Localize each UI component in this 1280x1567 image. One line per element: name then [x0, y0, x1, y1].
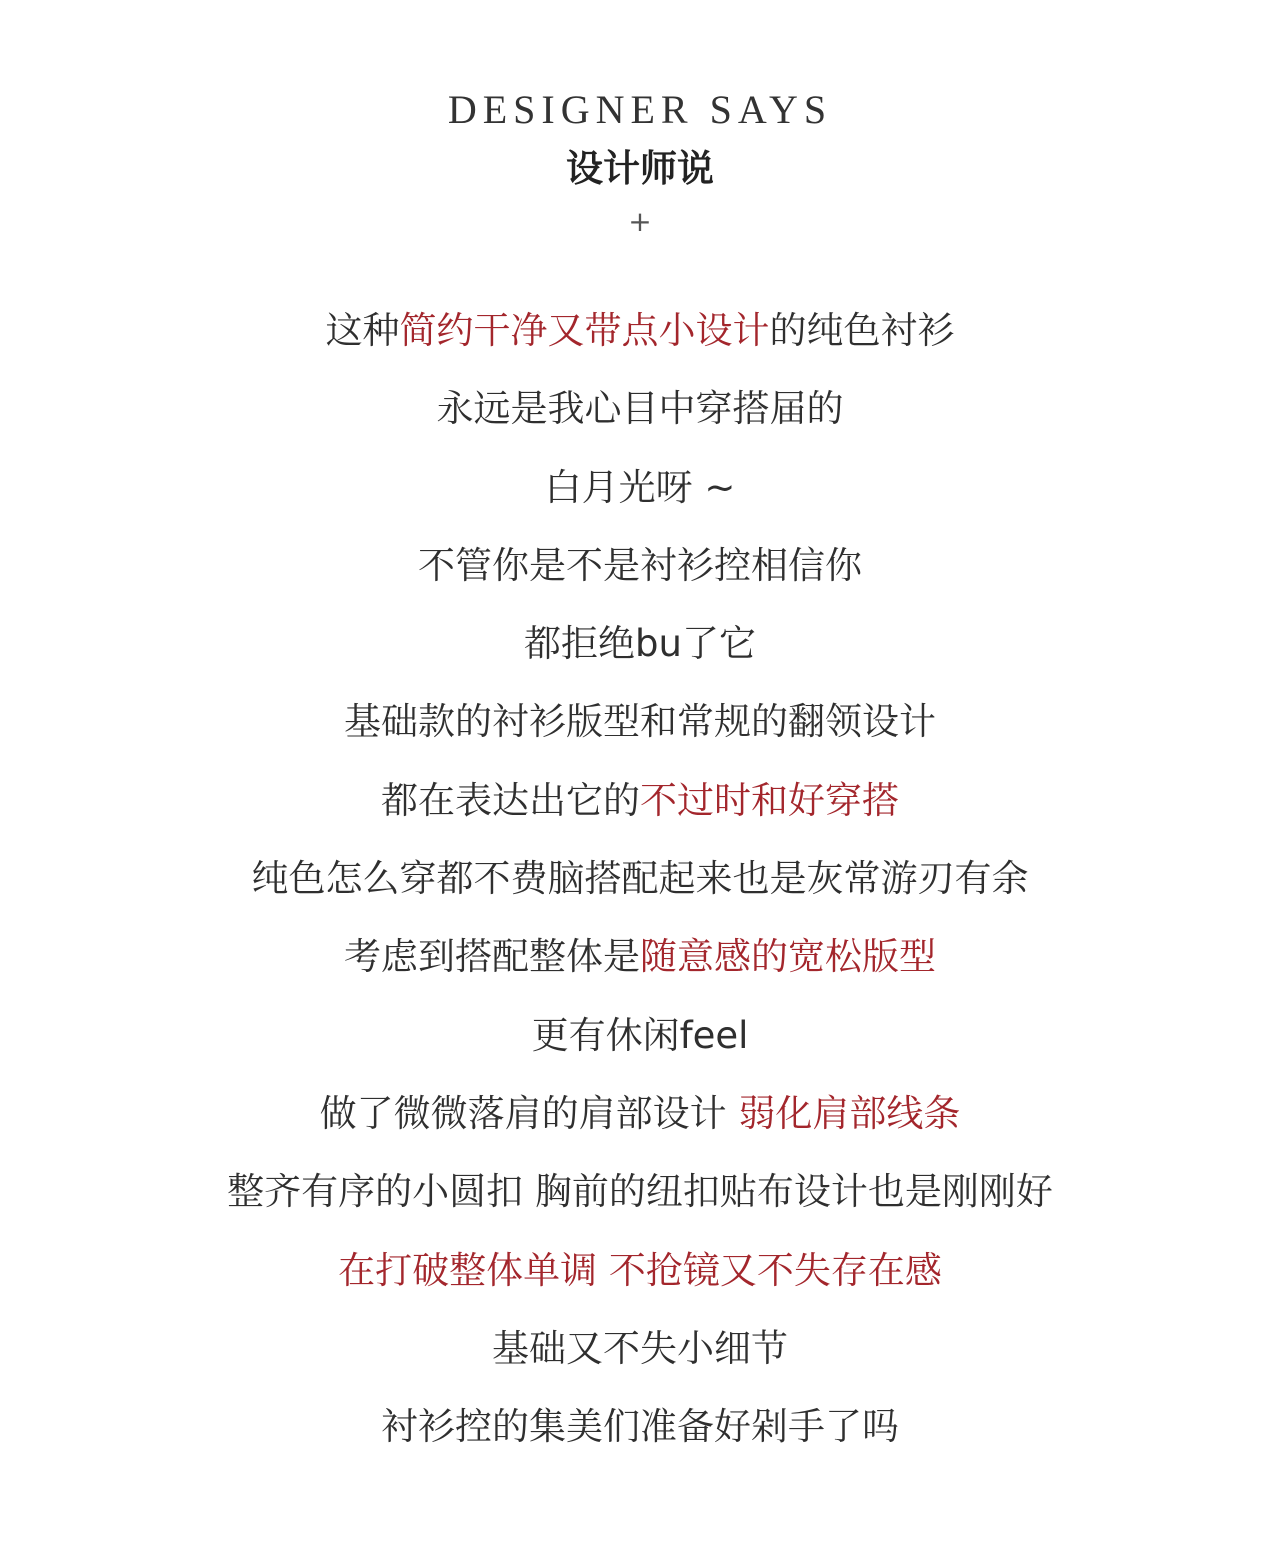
- copy-line: [0, 1232, 1280, 1310]
- highlight-text: 简约干净又带点小设计: [399, 309, 770, 352]
- body-text: 更有休闲feel: [531, 1013, 749, 1057]
- copy-line: [0, 370, 1280, 448]
- copy-line: [0, 527, 1280, 605]
- body-text: 这种: [325, 309, 400, 352]
- copy-line: [0, 449, 1280, 527]
- copy-line: [0, 1388, 1280, 1466]
- highlight-text: 弱化肩部线条: [738, 1091, 961, 1135]
- body-text: 白月光呀 ~: [544, 465, 736, 509]
- copy-line: [0, 683, 1280, 761]
- body-text: 衬衫控的集美们准备好剁手了吗: [381, 1405, 899, 1449]
- body-text: 永远是我心目中穿搭届的: [436, 387, 844, 431]
- body-text: 纯色怎么穿都不费脑搭配起来也是灰常游刃有余: [251, 857, 1029, 901]
- highlight-text: 在打破整体单调 不抢镜又不失存在感: [338, 1248, 942, 1292]
- copy-line: [0, 605, 1280, 683]
- section-title-en: DESIGNER SAYS: [447, 87, 833, 132]
- copy-line: [0, 1153, 1280, 1231]
- copy-line: [0, 918, 1280, 996]
- section-title-zh: 设计师说: [566, 147, 714, 190]
- copy-line: [0, 292, 1280, 370]
- highlight-text: 不过时和好穿搭: [640, 778, 899, 822]
- body-text: 做了微微落肩的肩部设计: [319, 1091, 739, 1135]
- copy-line: [0, 762, 1280, 840]
- body-text: 基础款的衬衫版型和常规的翻领设计: [344, 700, 936, 744]
- highlight-text: 随意感的宽松版型: [640, 935, 936, 979]
- plus-divider-icon: +: [628, 205, 652, 238]
- copy-line: [0, 997, 1280, 1075]
- copy-line: [0, 840, 1280, 918]
- body-text: 考虑到搭配整体是: [344, 935, 640, 979]
- body-text: 都在表达出它的: [381, 778, 640, 822]
- section-header: [0, 82, 1280, 242]
- body-text: 都拒绝bu了它: [524, 622, 756, 666]
- body-text: 基础又不失小细节: [492, 1326, 788, 1370]
- body-text: 不管你是不是衬衫控相信你: [418, 543, 862, 587]
- body-text: 的纯色衬衫: [769, 309, 955, 352]
- designer-copy: [0, 292, 1280, 1466]
- body-text: 整齐有序的小圆扣 胸前的纽扣贴布设计也是刚刚好: [227, 1170, 1053, 1214]
- copy-line: [0, 1310, 1280, 1388]
- copy-line: [0, 1075, 1280, 1153]
